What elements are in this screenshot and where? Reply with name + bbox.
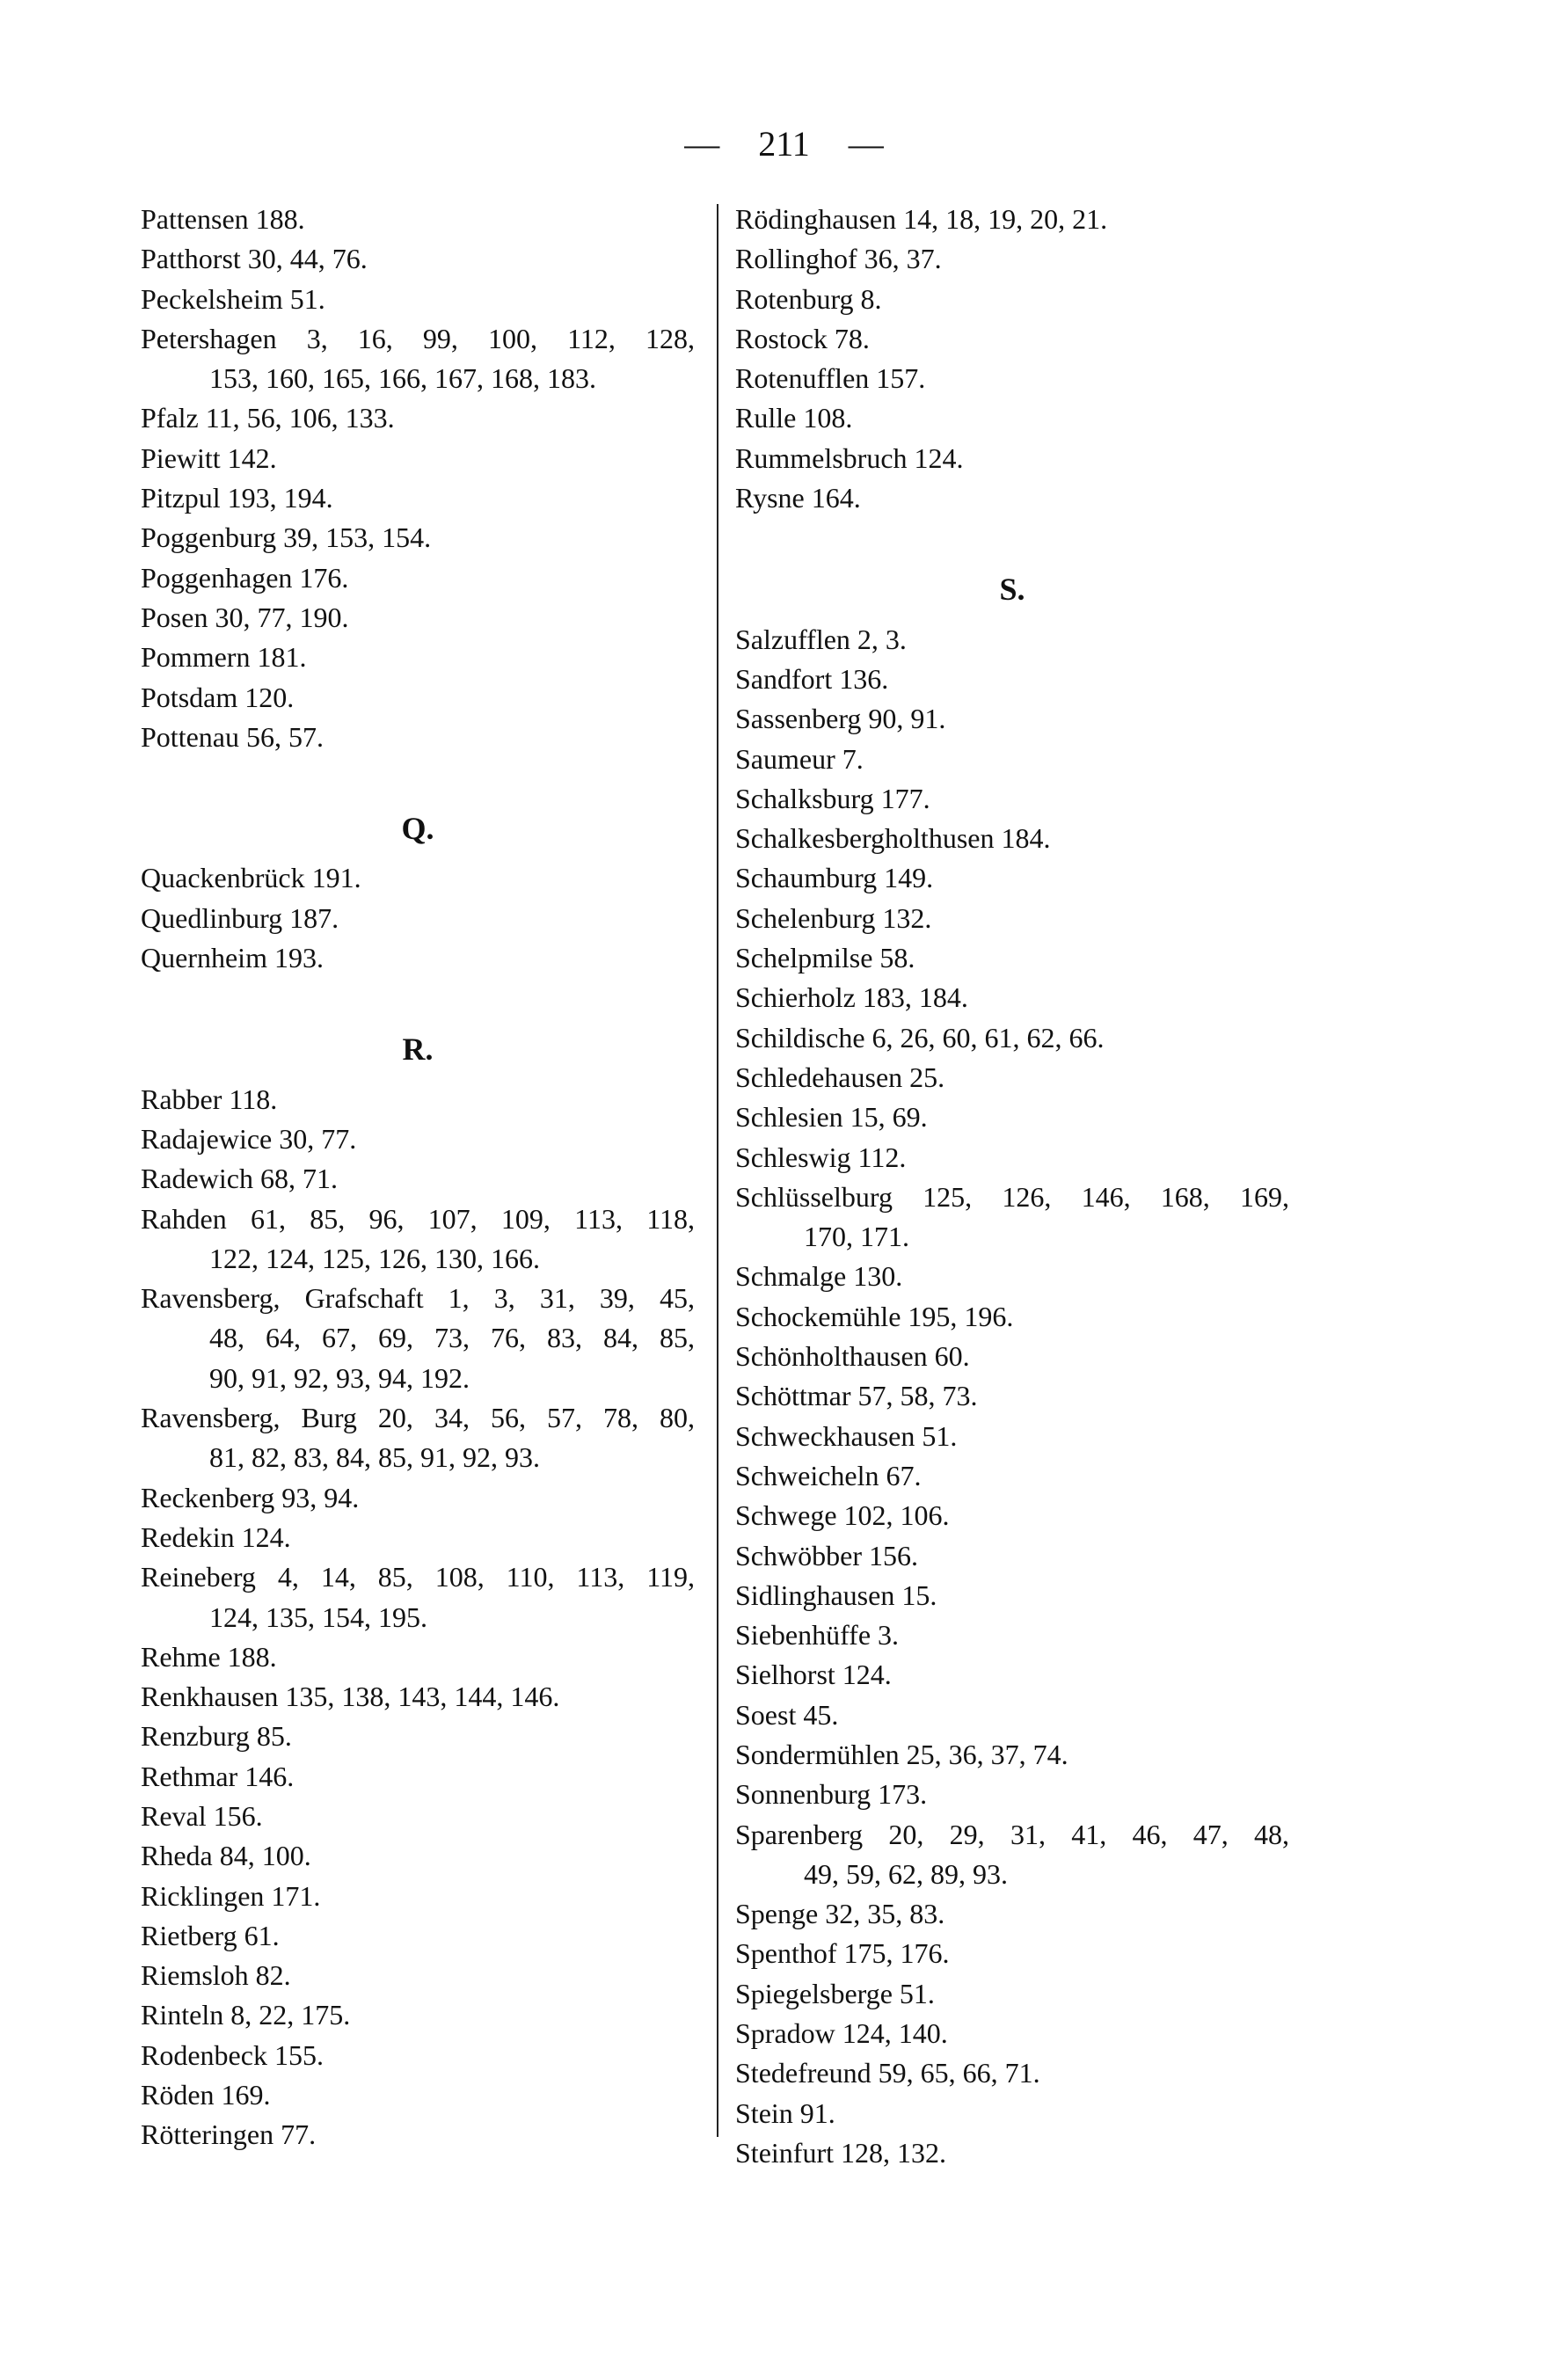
- index-entry: [141, 858, 695, 898]
- index-entry: [735, 819, 1289, 858]
- index-entry-line: Schweicheln 67.: [735, 1459, 922, 1491]
- index-entry-line: Sparenberg 20, 29, 31, 41, 46, 47, 48,: [735, 1818, 1289, 1850]
- index-entry: [735, 1376, 1289, 1416]
- index-entry-line: Rinteln 8, 22, 175.: [141, 1999, 351, 2031]
- index-entry-line: Sandfort 136.: [735, 662, 889, 695]
- index-entry: [141, 1916, 695, 1956]
- index-entry: [141, 678, 695, 718]
- index-entry-line: Rehme 188.: [141, 1640, 277, 1673]
- index-entry-line: Ravensberg, Grafschaft 1, 3, 31, 39, 45,: [141, 1282, 695, 1315]
- index-entry-line: Siebenhüffe 3.: [735, 1619, 900, 1652]
- index-entry-line: Pattensen 188.: [141, 203, 305, 235]
- index-entry-line: Spenge 32, 35, 83.: [735, 1898, 945, 1930]
- index-entry: [735, 1138, 1289, 1178]
- index-entry: [141, 1717, 695, 1756]
- page-number: 211: [758, 124, 810, 164]
- index-entry-continuation: 49, 59, 62, 89, 93.: [804, 1857, 1008, 1890]
- index-entry-line: Rötteringen 77.: [141, 2118, 317, 2151]
- index-entry-line: Schöttmar 57, 58, 73.: [735, 1380, 978, 1412]
- index-entry-line: Schwege 102, 106.: [735, 1499, 950, 1532]
- index-entry: [141, 1757, 695, 1797]
- index-entry: [735, 899, 1289, 938]
- index-entry: [141, 1159, 695, 1199]
- index-entry: [141, 2075, 695, 2115]
- index-entry-line: Spradow 124, 140.: [735, 2017, 948, 2050]
- index-entry-continuation: 124, 135, 154, 195.: [209, 1600, 427, 1633]
- index-entry: [141, 518, 695, 558]
- index-entry: [735, 1297, 1289, 1337]
- index-entry-line: Radewich 68, 71.: [141, 1163, 338, 1195]
- index-entry: [735, 858, 1289, 898]
- page-number-header: [0, 123, 1568, 164]
- index-entry-line: Schledehausen 25.: [735, 1061, 945, 1093]
- index-entry-line: Schierholz 183, 184.: [735, 981, 968, 1014]
- index-entry: [735, 1775, 1289, 1814]
- index-column-right: [735, 200, 1289, 2173]
- index-entry-continuation: 170, 171.: [804, 1221, 909, 1253]
- index-entry: [735, 699, 1289, 739]
- index-entry-line: Rulle 108.: [735, 402, 853, 434]
- index-entry: [141, 1398, 695, 1478]
- index-entry-line: Schlüsselburg 125, 126, 146, 168, 169,: [735, 1180, 1289, 1213]
- index-entry: [735, 779, 1289, 819]
- index-entry: [141, 280, 695, 319]
- index-entry: [735, 1576, 1289, 1615]
- index-entry-line: Ravensberg, Burg 20, 34, 56, 57, 78, 80,: [141, 1402, 695, 1434]
- index-entry-continuation: 81, 82, 83, 84, 85, 91, 92, 93.: [209, 1441, 540, 1474]
- index-entry-line: Quernheim 193.: [141, 942, 324, 974]
- index-entry-line: Schalkesbergholthusen 184.: [735, 822, 1051, 855]
- index-entry-line: Schildische 6, 26, 60, 61, 62, 66.: [735, 1021, 1105, 1054]
- index-entry-line: Spenthof 175, 176.: [735, 1937, 950, 1970]
- index-entry-line: Rotenufflen 157.: [735, 362, 926, 395]
- index-entry: [141, 398, 695, 438]
- index-entry: [141, 938, 695, 978]
- index-entry: [141, 1199, 695, 1280]
- index-entry-line: Rahden 61, 85, 96, 107, 109, 113, 118,: [141, 1202, 695, 1235]
- index-entry-line: Rollinghof 36, 37.: [735, 243, 942, 275]
- index-entry: [141, 899, 695, 938]
- index-entry: [735, 1735, 1289, 1775]
- index-entry: [735, 200, 1289, 239]
- index-entry: [141, 1877, 695, 1916]
- index-entry-line: Peckelsheim 51.: [141, 282, 325, 315]
- index-entry-line: Stedefreund 59, 65, 66, 71.: [735, 2057, 1040, 2089]
- index-entry-line: Sidlinghausen 15.: [735, 1579, 937, 1611]
- index-entry: [735, 1456, 1289, 1496]
- index-entry-line: Reineberg 4, 14, 85, 108, 110, 113, 119,: [141, 1561, 695, 1593]
- index-entry: [735, 2053, 1289, 2093]
- index-entry: [141, 1836, 695, 1876]
- section-letter-heading: S.: [999, 572, 1025, 608]
- section-letter-heading: R.: [402, 1032, 434, 1068]
- index-entry-line: Spiegelsberge 51.: [735, 1977, 935, 2009]
- index-entry-line: Reval 156.: [141, 1799, 263, 1832]
- index-entry-line: Schleswig 112.: [735, 1141, 907, 1173]
- index-entry: [141, 1279, 695, 1398]
- index-entry: [735, 1417, 1289, 1456]
- index-entry: [141, 558, 695, 598]
- index-entry: [141, 439, 695, 478]
- section-letter-heading: Q.: [401, 811, 434, 847]
- index-entry-line: Renkhausen 135, 138, 143, 144, 146.: [141, 1681, 560, 1713]
- index-entry: [735, 1097, 1289, 1137]
- index-entry-line: Steinfurt 128, 132.: [735, 2136, 946, 2169]
- index-entry: [141, 1478, 695, 1518]
- index-entry: [735, 1695, 1289, 1735]
- index-entry: [141, 638, 695, 677]
- index-entry-line: Schwöbber 156.: [735, 1539, 918, 1571]
- index-entry-line: Rummelsbruch 124.: [735, 441, 964, 474]
- index-entry-line: Riemsloh 82.: [141, 1959, 291, 1992]
- index-entry: [735, 1257, 1289, 1296]
- index-entry: [735, 660, 1289, 699]
- index-entry: [141, 1557, 695, 1637]
- index-entry-line: Redekin 124.: [141, 1520, 291, 1553]
- index-entry: [735, 359, 1289, 398]
- index-entry-line: Rostock 78.: [735, 322, 870, 354]
- dash-left: —: [684, 124, 720, 164]
- index-entry: [141, 1518, 695, 1557]
- index-entry: [141, 1637, 695, 1677]
- index-entry-line: Potsdam 120.: [141, 681, 295, 713]
- index-entry: [735, 1894, 1289, 1934]
- index-entry-line: Pitzpul 193, 194.: [141, 482, 333, 514]
- index-entry-line: Reckenberg 93, 94.: [141, 1481, 360, 1513]
- index-entry: [735, 620, 1289, 660]
- index-entry-line: Stein 91.: [735, 2096, 835, 2129]
- index-entry-line: Schlesien 15, 69.: [735, 1101, 928, 1134]
- index-entry: [141, 1080, 695, 1119]
- index-entry-line: Schönholthausen 60.: [735, 1340, 970, 1373]
- index-entry-line: Salzufflen 2, 3.: [735, 623, 907, 655]
- index-entry-line: Poggenhagen 176.: [141, 561, 349, 594]
- index-entry-line: Schmalge 130.: [735, 1260, 903, 1293]
- index-entry: [735, 1934, 1289, 1973]
- index-entry: [141, 239, 695, 279]
- index-entry-line: Sonnenburg 173.: [735, 1778, 928, 1811]
- index-entry: [735, 1496, 1289, 1535]
- index-entry: [735, 280, 1289, 319]
- index-entry-line: Renzburg 85.: [141, 1720, 292, 1753]
- index-entry: [735, 1536, 1289, 1576]
- index-entry: [735, 1018, 1289, 1058]
- index-entry: [735, 1974, 1289, 2014]
- index-entry: [735, 2014, 1289, 2053]
- index-entry: [141, 2036, 695, 2075]
- dash-right: —: [848, 124, 884, 164]
- index-entry-line: Pommern 181.: [141, 641, 307, 674]
- index-entry-line: Rodenbeck 155.: [141, 2038, 324, 2071]
- index-entry-line: Sondermühlen 25, 36, 37, 74.: [735, 1738, 1068, 1770]
- index-entry-line: Patthorst 30, 44, 76.: [141, 243, 368, 275]
- index-entry-line: Petershagen 3, 16, 99, 100, 112, 128,: [141, 322, 695, 354]
- index-entry: [141, 1797, 695, 1836]
- index-entry: [141, 200, 695, 239]
- index-entry-line: Rheda 84, 100.: [141, 1840, 311, 1872]
- index-entry: [735, 1337, 1289, 1376]
- index-entry-line: Schweckhausen 51.: [735, 1419, 958, 1452]
- index-entry-continuation: 153, 160, 165, 166, 167, 168, 183.: [209, 362, 596, 395]
- index-entry-line: Rabber 118.: [141, 1083, 278, 1115]
- index-entry-continuation: 122, 124, 125, 126, 130, 166.: [209, 1242, 540, 1274]
- index-entry-line: Piewitt 142.: [141, 441, 277, 474]
- index-entry-line: Rietberg 61.: [141, 1919, 280, 1951]
- index-entry: [141, 2115, 695, 2155]
- index-entry-line: Sassenberg 90, 91.: [735, 703, 946, 735]
- index-entry-line: Saumeur 7.: [735, 742, 864, 775]
- index-entry-line: Pfalz 11, 56, 106, 133.: [141, 402, 395, 434]
- index-entry-continuation: 90, 91, 92, 93, 94, 192.: [209, 1361, 470, 1394]
- index-entry: [141, 1995, 695, 2035]
- index-entry: [141, 1956, 695, 1995]
- index-entry-line: Rotenburg 8.: [735, 282, 882, 315]
- index-entry-line: Schalksburg 177.: [735, 782, 930, 814]
- index-entry: [735, 1815, 1289, 1895]
- index-entry-line: Rysne 164.: [735, 482, 861, 514]
- index-entry: [735, 319, 1289, 359]
- index-entry: [735, 398, 1289, 438]
- index-entry-line: Ricklingen 171.: [141, 1879, 321, 1912]
- index-entry-line: Posen 30, 77, 190.: [141, 601, 349, 633]
- index-column-left: [141, 200, 695, 2155]
- index-entry-line: Pottenau 56, 57.: [141, 720, 324, 753]
- index-entry: [141, 478, 695, 518]
- index-entry-line: Radajewice 30, 77.: [141, 1122, 357, 1155]
- index-entry: [735, 2094, 1289, 2133]
- index-entry: [141, 1119, 695, 1159]
- index-entry-line: Schockemühle 195, 196.: [735, 1300, 1014, 1332]
- index-entry: [735, 439, 1289, 478]
- index-entry: [735, 1178, 1289, 1258]
- index-entry-line: Rödinghausen 14, 18, 19, 20, 21.: [735, 203, 1108, 235]
- index-entry: [735, 1655, 1289, 1695]
- index-entry-line: Schelenburg 132.: [735, 901, 932, 934]
- index-entry: [141, 598, 695, 638]
- index-entry: [141, 319, 695, 399]
- index-entry: [735, 478, 1289, 518]
- index-entry-line: Röden 169.: [141, 2079, 271, 2111]
- index-entry: [735, 1615, 1289, 1655]
- index-entry: [735, 2133, 1289, 2173]
- index-entry-line: Schaumburg 149.: [735, 862, 934, 894]
- index-entry-line: Sielhorst 124.: [735, 1659, 892, 1691]
- index-entry-line: Rethmar 146.: [141, 1760, 295, 1792]
- column-divider: [717, 204, 718, 2137]
- index-entry-line: Quedlinburg 187.: [141, 901, 339, 934]
- index-entry: [141, 1677, 695, 1717]
- index-entry: [735, 239, 1289, 279]
- index-entry: [735, 978, 1289, 1017]
- index-entry-line: Schelpmilse 58.: [735, 942, 915, 974]
- index-entry-line: Quackenbrück 191.: [141, 862, 361, 894]
- index-entry-line: Soest 45.: [735, 1698, 839, 1731]
- index-entry-line: Poggenburg 39, 153, 154.: [141, 521, 432, 554]
- index-entry: [141, 718, 695, 757]
- index-entry: [735, 1058, 1289, 1097]
- index-entry: [735, 938, 1289, 978]
- index-entry: [735, 740, 1289, 779]
- index-entry-continuation: 48, 64, 67, 69, 73, 76, 83, 84, 85,: [209, 1322, 695, 1354]
